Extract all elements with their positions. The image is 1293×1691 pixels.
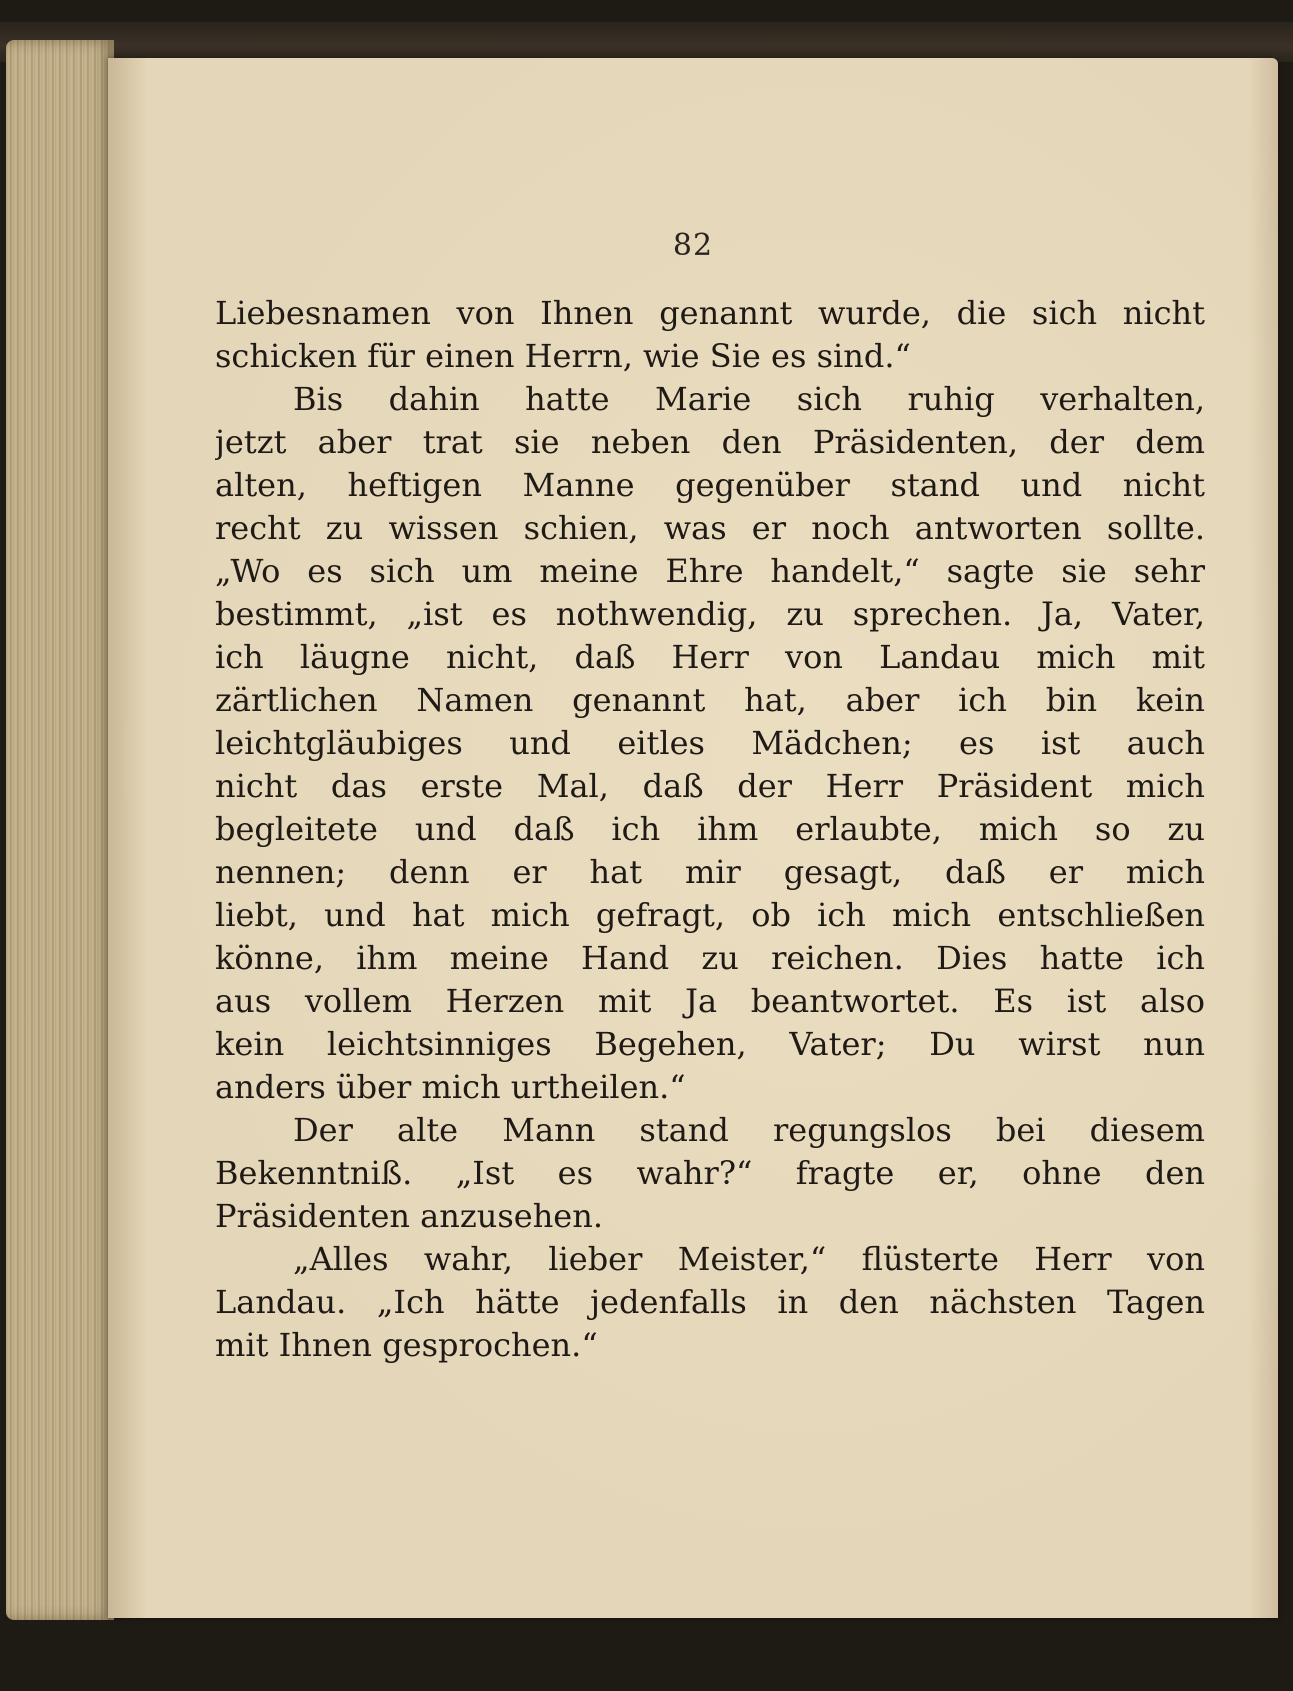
text-line: Bis dahin hatte Marie sich ruhig verhalten,: [293, 380, 1205, 418]
text-line: jetzt aber trat sie neben den Präsidenten, der dem: [215, 423, 1205, 461]
text-line: nicht das erste Mal, daß der Herr Präsident mich: [215, 767, 1205, 805]
text-line: anders über mich urtheilen.“: [215, 1068, 686, 1106]
page-stack-edge: [6, 40, 114, 1620]
text-line: nennen; denn er hat mir gesagt, daß er mich: [215, 853, 1205, 891]
text-line: zärtlichen Namen genannt hat, aber ich bin kein: [215, 681, 1205, 719]
page-number: 82: [672, 228, 714, 263]
text-line: aus vollem Herzen mit Ja beantwortet. Es ist also: [215, 982, 1205, 1020]
text-line: Landau. „Ich hätte jedenfalls in den nächsten Tagen: [215, 1283, 1205, 1321]
text-line: Der alte Mann stand regungslos bei diesem: [293, 1111, 1205, 1149]
text-line: Präsidenten anzusehen.: [215, 1197, 604, 1235]
text-line: bestimmt, „ist es nothwendig, zu sprechen. Ja, Vater,: [215, 595, 1205, 633]
page-text: [215, 292, 1205, 1367]
book-cover-edge: [0, 22, 1293, 62]
text-line: könne, ihm meine Hand zu reichen. Dies hatte ich: [215, 939, 1205, 977]
text-line: leichtgläubiges und eitles Mädchen; es ist auch: [215, 724, 1205, 762]
text-line: begleitete und daß ich ihm erlaubte, mich so zu: [215, 810, 1205, 848]
text-line: „Alles wahr, lieber Meister,“ flüsterte Herr von: [293, 1240, 1205, 1278]
text-line: schicken für einen Herrn, wie Sie es sind.“: [215, 337, 911, 375]
text-line: ich läugne nicht, daß Herr von Landau mich mit: [215, 638, 1205, 676]
text-line: recht zu wissen schien, was er noch antworten sollte.: [215, 509, 1205, 547]
text-line: liebt, und hat mich gefragt, ob ich mich entschließen: [215, 896, 1205, 934]
text-line: mit Ihnen gesprochen.“: [215, 1326, 598, 1364]
text-line: alten, heftigen Manne gegenüber stand und nicht: [215, 466, 1205, 504]
text-line: Bekenntniß. „Ist es wahr?“ fragte er, ohne den: [215, 1154, 1205, 1192]
text-line: kein leichtsinniges Begehen, Vater; Du wirst nun: [215, 1025, 1205, 1063]
text-line: Liebesnamen von Ihnen genannt wurde, die sich nicht: [215, 294, 1205, 332]
text-line: „Wo es sich um meine Ehre handelt,“ sagte sie sehr: [215, 552, 1205, 590]
